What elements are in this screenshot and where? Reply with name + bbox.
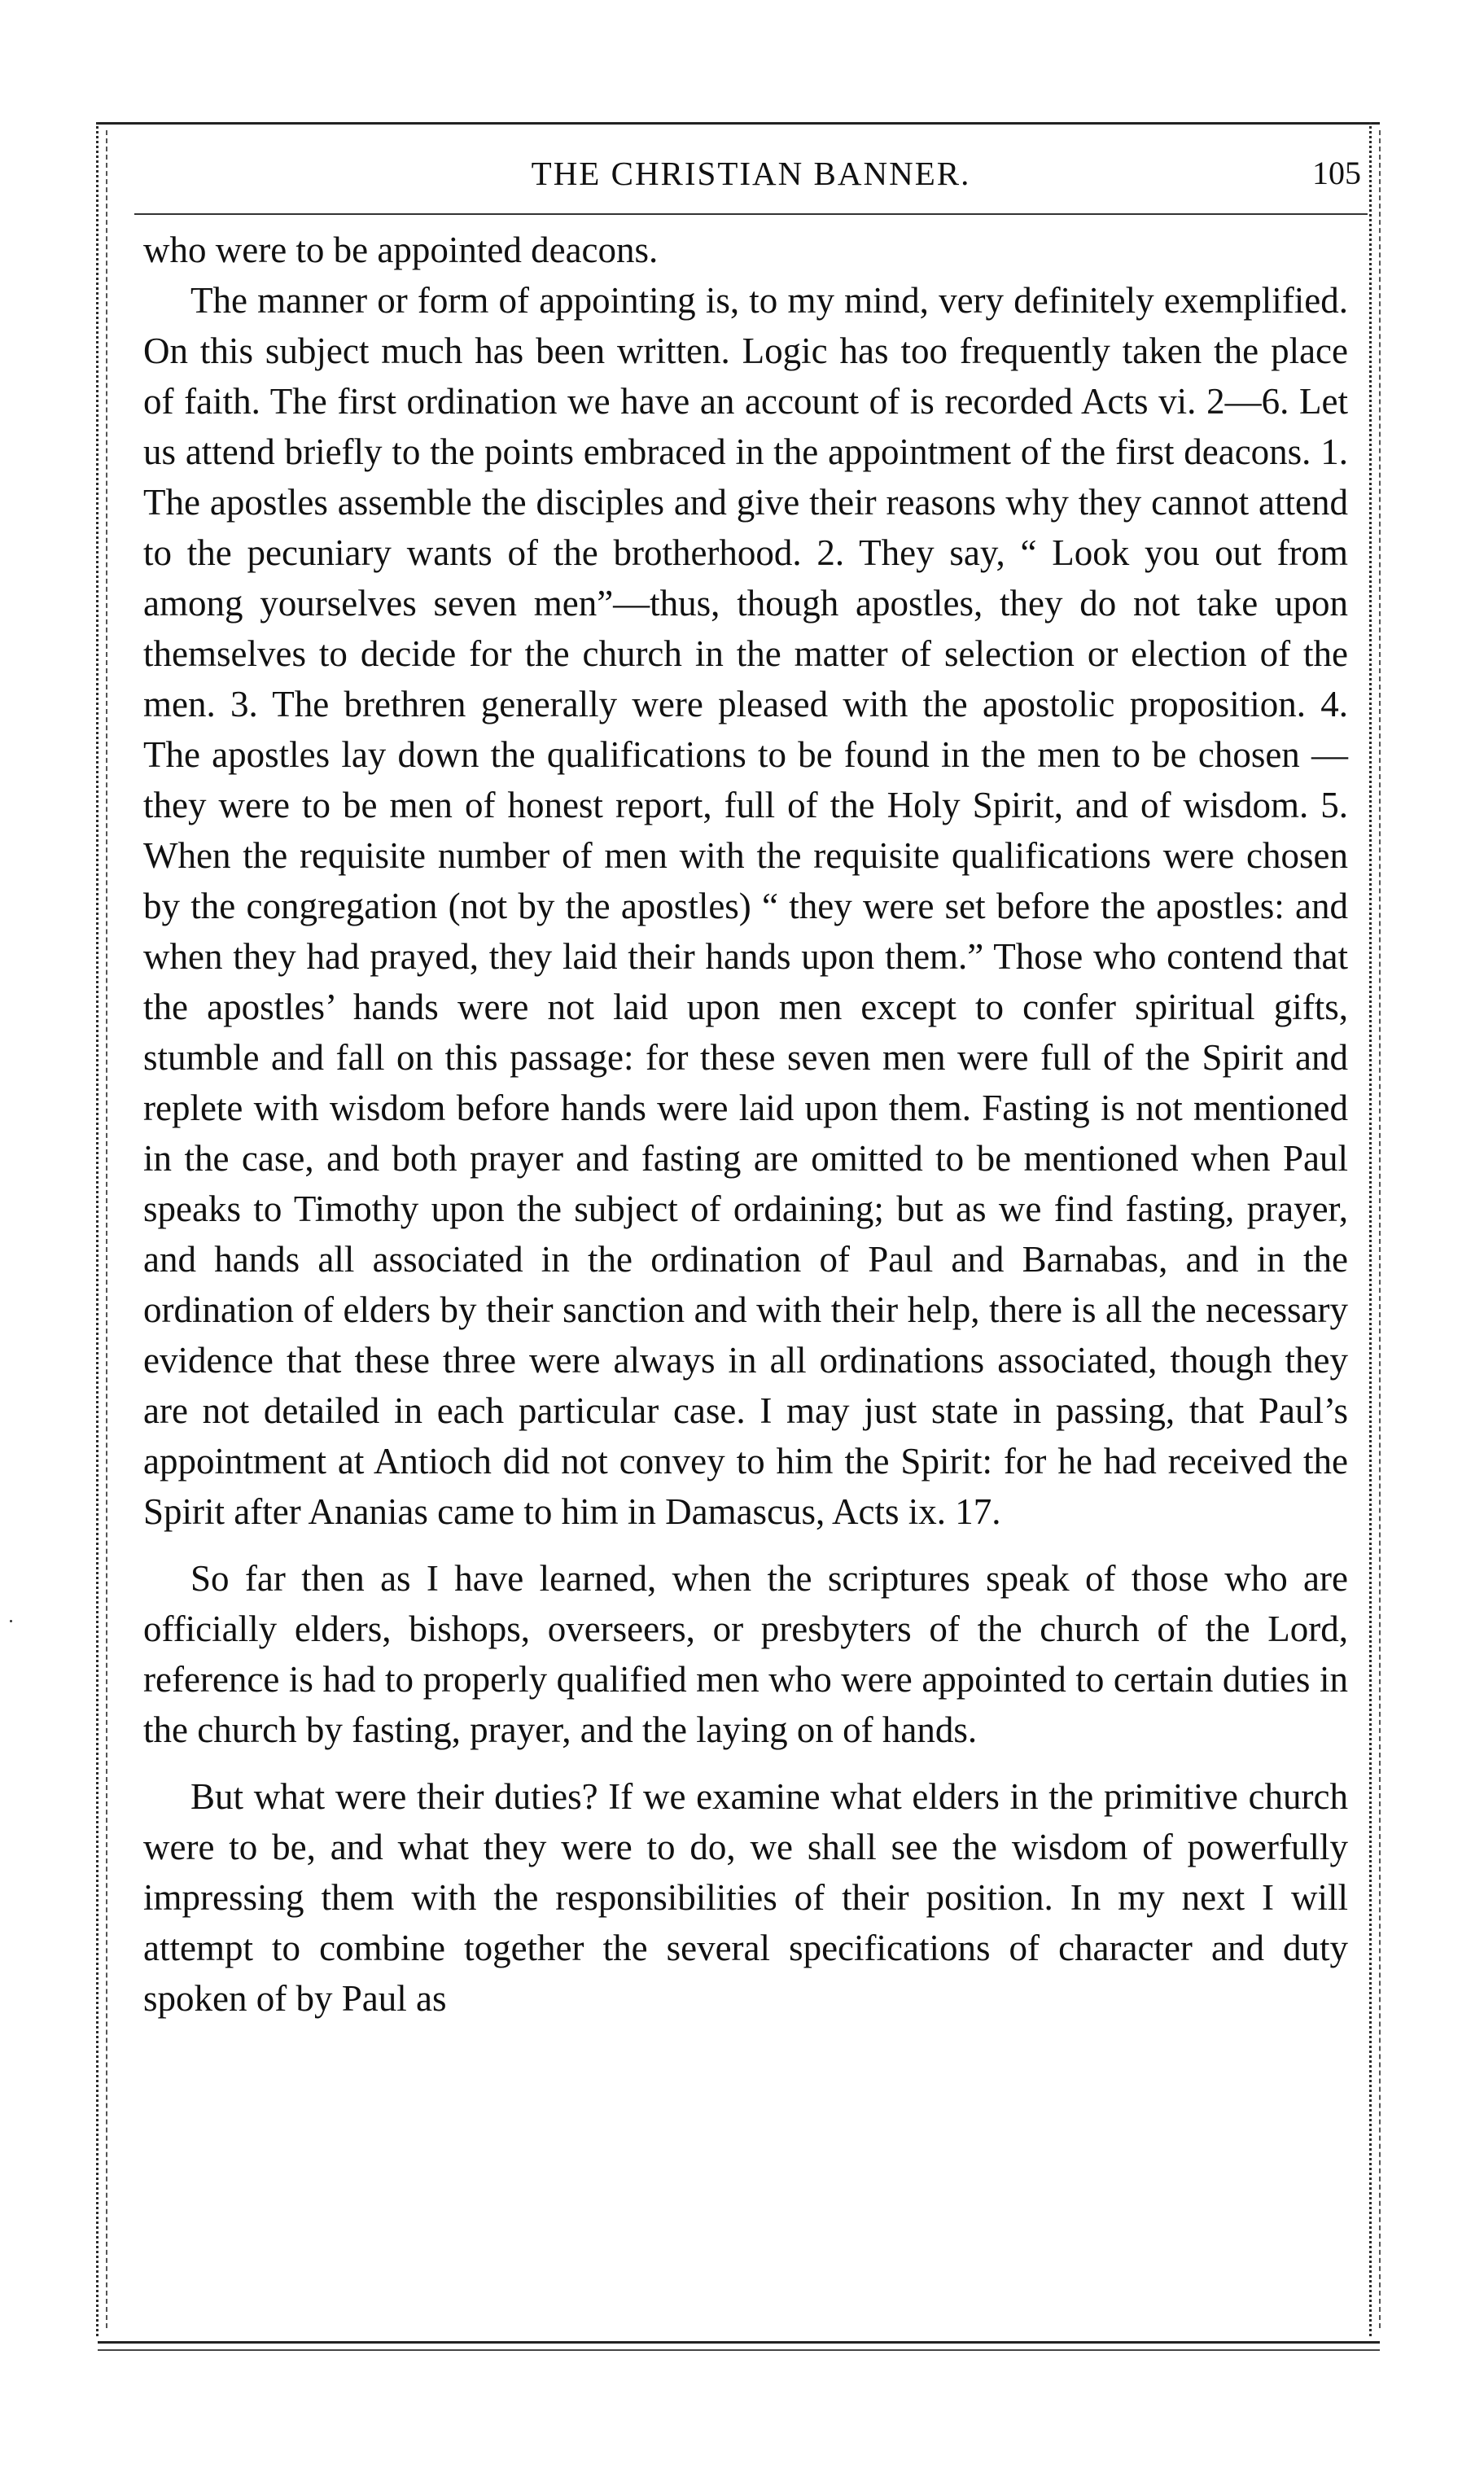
ink-speck: [10, 1620, 12, 1622]
journal-title: THE CHRISTIAN BANNER.: [531, 155, 971, 192]
right-border-rule-inner: [1379, 130, 1381, 2328]
paragraph-conclusion: So far then as I have learned, when the scriptures speak of those who are officially elders, bishops, overseers, or presbyters of the church of the Lord, reference is had to properly qualified men who were appointed to certain duties in the church by fasting, prayer, and the laying on of hands.: [143, 1558, 1348, 1750]
left-border-rule-inner: [106, 130, 107, 2328]
page-number: 105: [1312, 155, 1361, 191]
bottom-border-rule: [98, 2341, 1380, 2344]
paragraph-ordination: The manner or form of appointing is, to my mind, very definitely exemplified. On this subject much has been written. Logic has too frequently taken the place of faith. The first ordination we have an account of is recorded Acts vi. 2—6. Let us attend briefly to the points embraced in the appointment of the first deacons. 1. The apostles assemble the disciples and give their reasons why they cannot attend to the pecuniary wants of the brotherhood. 2. They say, “ Look you out from among yourselves seven men”—thus, though apostles, they do not take upon themselves to decide for the church in the matter of selection or election of the men. 3. The brethren generally were pleased with the apostolic proposition. 4. The apostles lay down the qualifications to be found in the men to be chosen —they were to be men of honest report, full of the Holy Spirit, and of wisdom. 5. When the requisite number of men with the requisite qualifications were chosen by the congregation (not by the apostles) “ they were set before the apostles: and when they had prayed, they laid their hands upon them.” Those who contend that the apostles’ hands were not laid upon men except to confer spiritual gifts, stumble and fall on this passage: for these seven men were full of the Spirit and replete with wisdom before hands were laid upon them. Fasting is not mentioned in the case, and both prayer and fasting are omitted to be mentioned when Paul speaks to Timothy upon the subject of ordaining; but as we find fasting, prayer, and hands all associated in the ordination of Paul and Barnabas, and in the ordination of elders by their sanction and with their help, there is all the necessary evidence that these three were always in all ordinations associated, though they are not detailed in each particular case. I may just state in passing, that Paul’s appointment at Antioch did not convey to him the Spirit: for he had received the Spirit after Ananias came to him in Damascus, Acts ix. 17.: [143, 280, 1348, 1532]
paragraph-continuation: who were to be appointed deacons.: [143, 230, 659, 270]
paragraph-duties: But what were their duties? If we examine what elders in the primitive church were to be, and what they were to do, we shall see the wisdom of powerfully impressing them with the responsibilities of their position. In my next I will attempt to combine together the several specifications of character and duty spoken of by Paul as: [143, 1776, 1348, 2019]
header-rule: [134, 213, 1368, 215]
right-border-rule: [1369, 122, 1372, 2336]
running-header: [134, 145, 1368, 202]
bottom-border-rule-inner: [98, 2349, 1380, 2351]
left-border-rule: [96, 122, 98, 2336]
top-border-rule: [98, 122, 1380, 125]
article-body: [143, 225, 1348, 2024]
